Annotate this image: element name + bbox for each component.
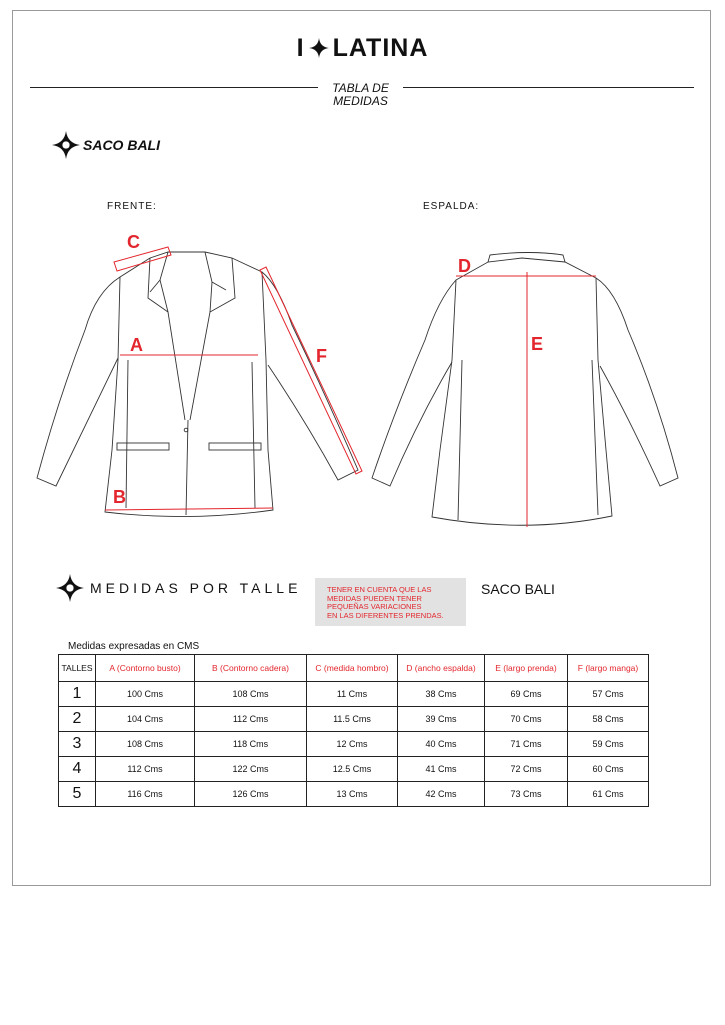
table-row — [59, 682, 649, 707]
table-cell: 42 Cms — [398, 782, 485, 807]
front-measure-lines — [105, 247, 362, 510]
table-cell: 100 Cms — [96, 682, 195, 707]
table-cell: 13 Cms — [307, 782, 398, 807]
table-cell: 70 Cms — [485, 707, 568, 732]
table-cell: 112 Cms — [96, 757, 195, 782]
document-title: TABLA DE MEDIDAS — [332, 81, 389, 108]
size-cell: 5 — [59, 782, 96, 807]
table-row — [59, 757, 649, 782]
measure-label-b: B — [113, 487, 126, 507]
variation-note: TENER EN CUENTA QUE LAS MEDIDAS PUEDEN TENER PEQUEÑAS VARIACIONES EN LAS DIFERENTES PRENDAS. — [315, 578, 466, 626]
table-cell: 118 Cms — [195, 732, 307, 757]
header-e: E (largo prenda) — [485, 655, 568, 682]
table-cell: 58 Cms — [568, 707, 649, 732]
table-row — [59, 782, 649, 807]
table-cell: 112 Cms — [195, 707, 307, 732]
measure-label-a: A — [130, 335, 143, 355]
size-cell: 1 — [59, 682, 96, 707]
measure-label-e: E — [531, 334, 544, 354]
header-talles: TALLES — [59, 655, 96, 682]
header-a: A (Contorno busto) — [96, 655, 195, 682]
table-cell: 38 Cms — [398, 682, 485, 707]
table-cell: 11.5 Cms — [307, 707, 398, 732]
header-d: D (ancho espalda) — [398, 655, 485, 682]
table-cell: 108 Cms — [96, 732, 195, 757]
product-name: SACO BALI — [83, 137, 160, 153]
measure-label-c: C — [127, 232, 140, 252]
table-cell: 122 Cms — [195, 757, 307, 782]
measure-line-b — [105, 508, 273, 510]
header-f: F (largo manga) — [568, 655, 649, 682]
brand-right: LATINA — [332, 34, 429, 62]
table-cell: 40 Cms — [398, 732, 485, 757]
table-cell: 61 Cms — [568, 782, 649, 807]
table-cell: 12.5 Cms — [307, 757, 398, 782]
table-cell: 126 Cms — [195, 782, 307, 807]
section-product-name: SACO BALI — [481, 581, 555, 597]
brand-left: I — [296, 34, 305, 62]
back-jacket-drawing — [372, 253, 678, 526]
front-view-label: FRENTE: — [107, 201, 157, 212]
front-jacket-drawing — [37, 252, 358, 517]
table-cell: 59 Cms — [568, 732, 649, 757]
table-cell: 12 Cms — [307, 732, 398, 757]
header-c: C (medida hombro) — [307, 655, 398, 682]
measure-line-c — [114, 247, 171, 271]
back-measure-lines — [456, 272, 596, 527]
size-cell: 2 — [59, 707, 96, 732]
table-cell: 69 Cms — [485, 682, 568, 707]
table-cell: 41 Cms — [398, 757, 485, 782]
table-header-row — [59, 655, 649, 682]
table-cell: 11 Cms — [307, 682, 398, 707]
table-cell: 108 Cms — [195, 682, 307, 707]
table-cell: 57 Cms — [568, 682, 649, 707]
measure-label-d: D — [458, 256, 471, 276]
table-cell: 104 Cms — [96, 707, 195, 732]
header-b: B (Contorno cadera) — [195, 655, 307, 682]
table-cell: 73 Cms — [485, 782, 568, 807]
measure-label-f: F — [316, 346, 327, 366]
compass-star-icon — [56, 574, 84, 602]
table-cell: 71 Cms — [485, 732, 568, 757]
size-table — [58, 654, 649, 807]
back-view-label: ESPALDA: — [423, 201, 480, 212]
units-label: Medidas expresadas en CMS — [68, 641, 200, 652]
section-title: MEDIDAS POR TALLE — [90, 580, 302, 596]
size-cell: 3 — [59, 732, 96, 757]
table-cell: 116 Cms — [96, 782, 195, 807]
table-cell: 72 Cms — [485, 757, 568, 782]
table-cell: 60 Cms — [568, 757, 649, 782]
table-row — [59, 707, 649, 732]
size-cell: 4 — [59, 757, 96, 782]
table-cell: 39 Cms — [398, 707, 485, 732]
table-row — [59, 732, 649, 757]
section-heading — [56, 574, 301, 602]
